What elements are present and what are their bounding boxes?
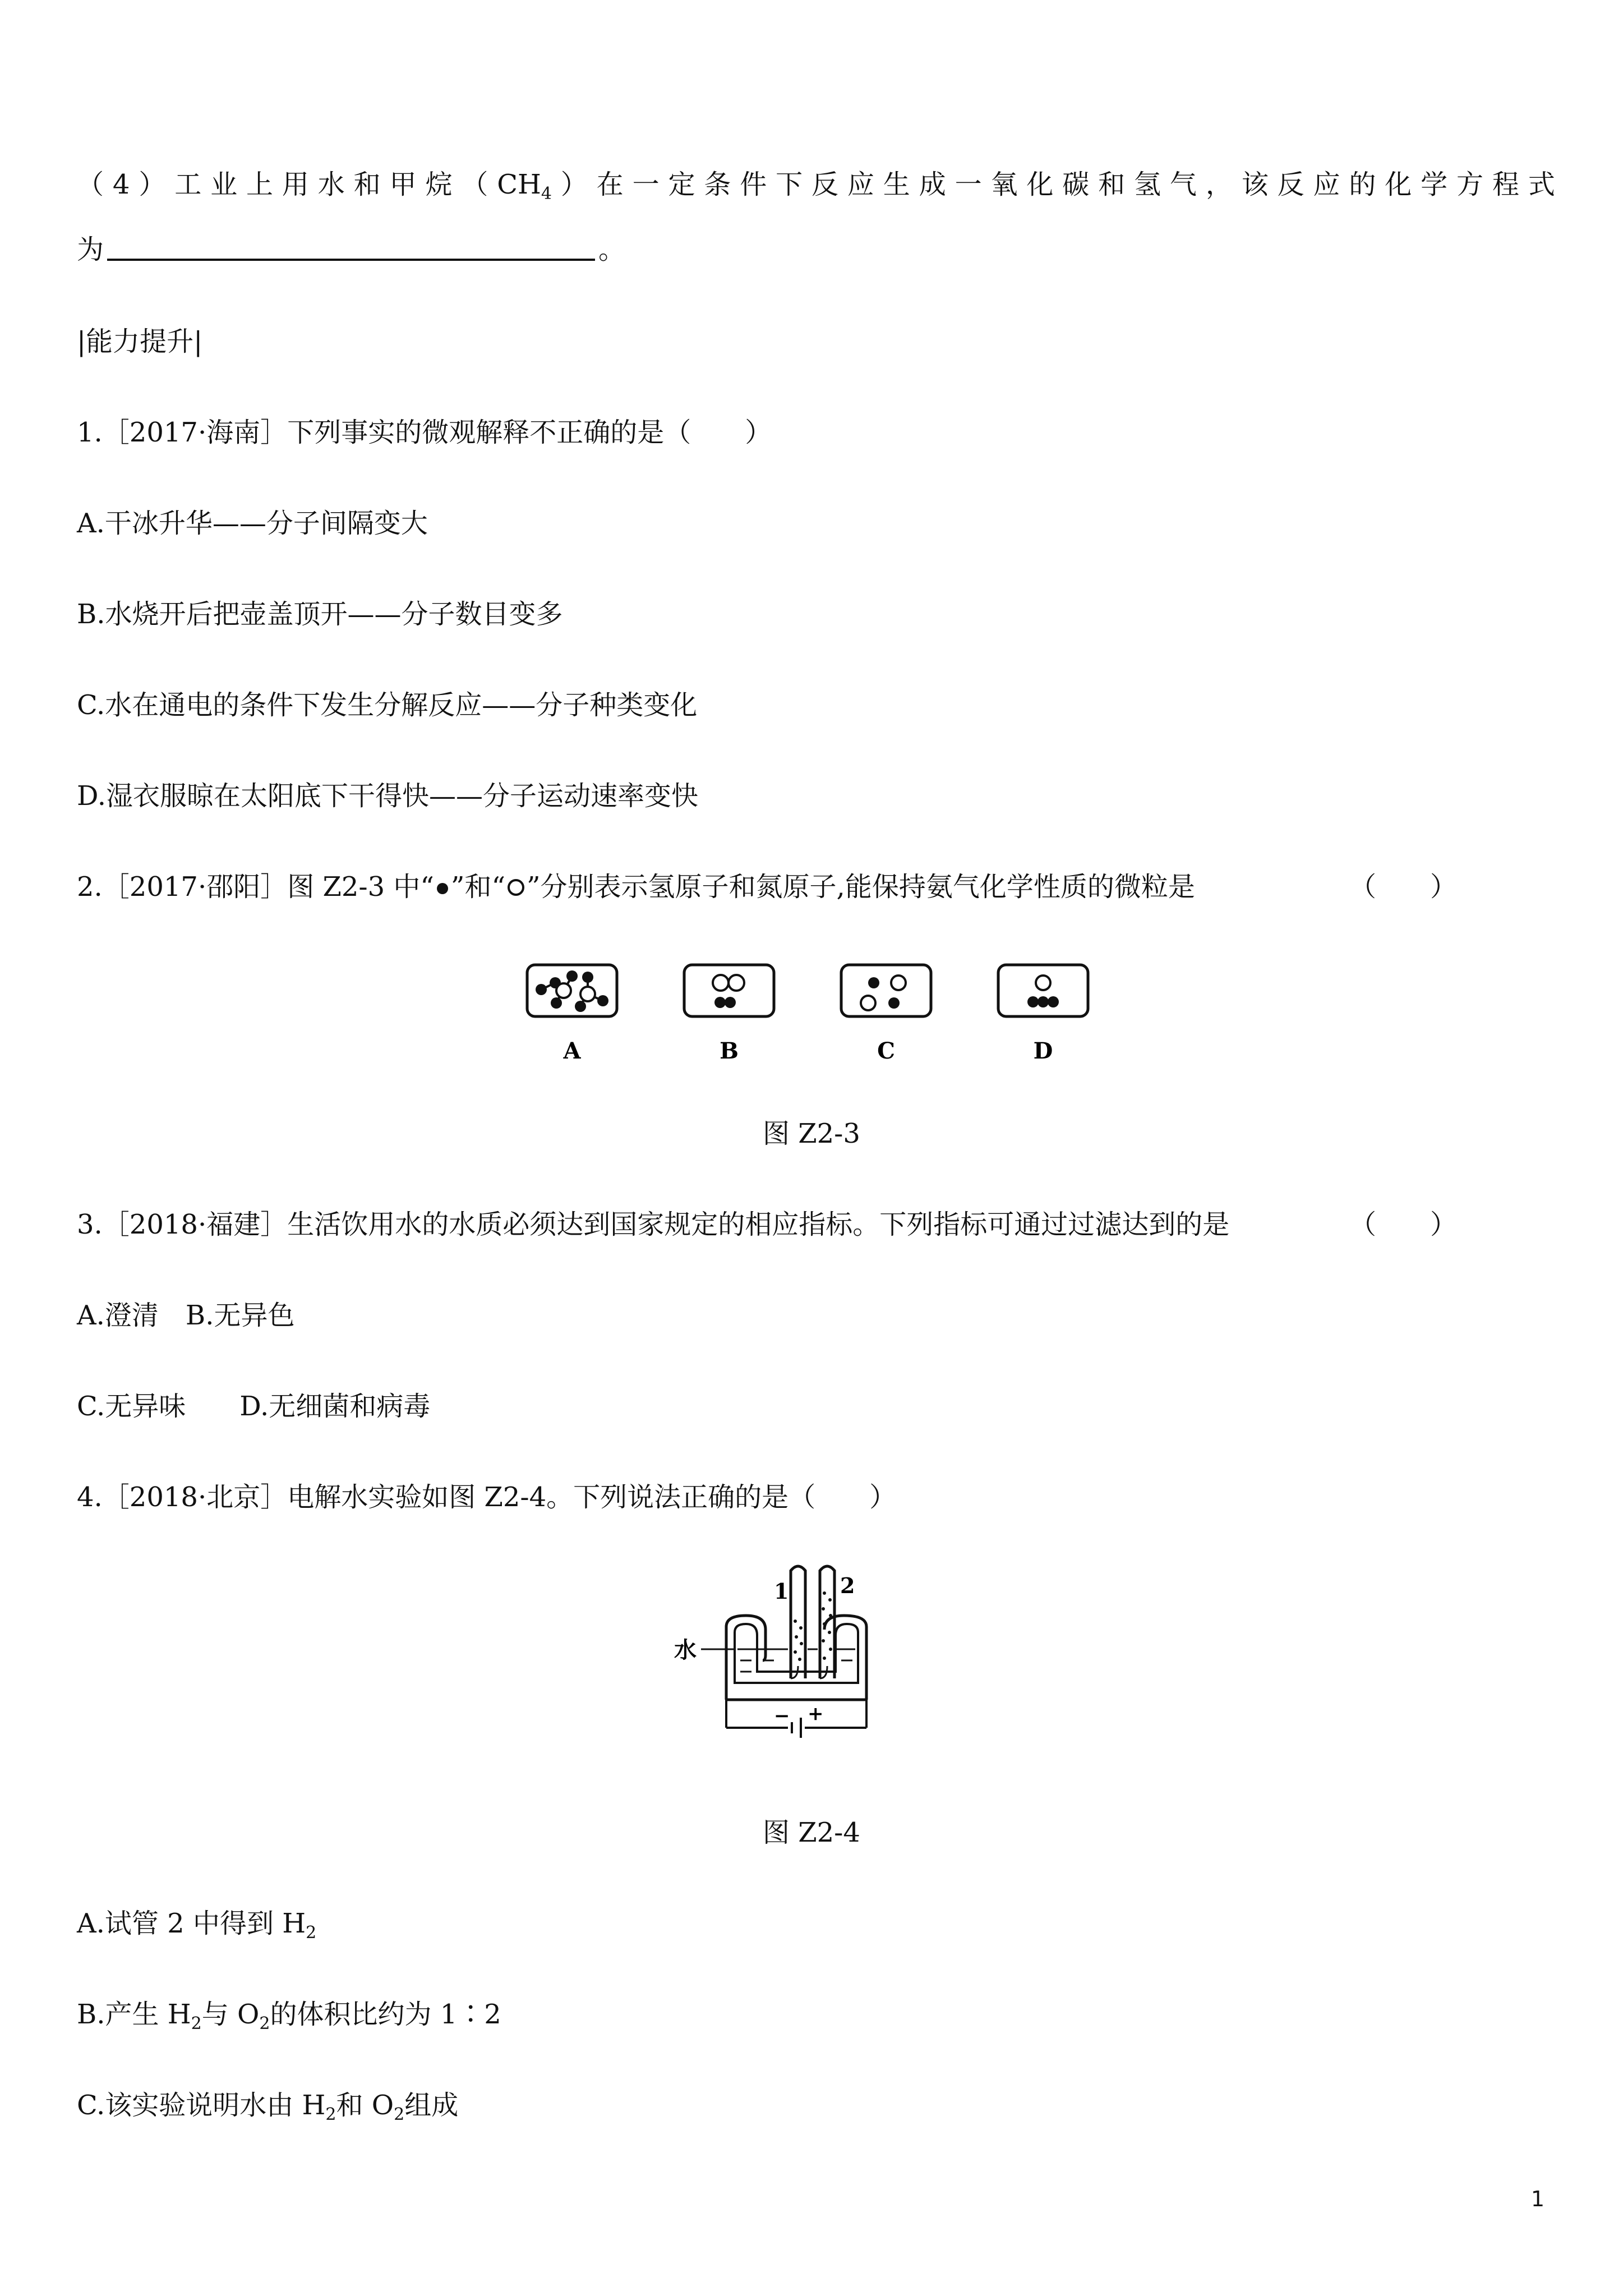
negative-terminal-label: − bbox=[774, 1705, 790, 1727]
part4-char: 工 bbox=[174, 169, 202, 200]
q4-option-b bbox=[77, 1997, 501, 2032]
part4-char: 条 bbox=[704, 169, 731, 200]
q1-stem: 1.［2017·海南］下列事实的微观解释不正确的是（ ） bbox=[77, 417, 772, 448]
part4-char: 和 bbox=[1098, 169, 1126, 200]
q4-option-b-t1: B.产生 H bbox=[77, 1999, 191, 2030]
q2-stem-part2: ”和“ bbox=[450, 871, 506, 903]
q4-option-b-t3: 的体积比约为 1∶2 bbox=[270, 1999, 501, 2030]
part4-char: 程 bbox=[1492, 169, 1519, 200]
part4-char: 业 bbox=[210, 169, 238, 200]
part4-char: 一 bbox=[955, 169, 982, 200]
answer-prefix: 为 bbox=[77, 234, 104, 265]
q4-option-c-t2: 和 O bbox=[336, 2090, 394, 2121]
part4-char: 化 bbox=[1026, 169, 1054, 200]
gas-bubbles bbox=[794, 1591, 832, 1661]
part4-char: 氢 bbox=[1134, 169, 1161, 200]
part4-char: 气 bbox=[1169, 169, 1197, 200]
q4-option-a-sub: 2 bbox=[306, 1923, 317, 1943]
q3-options-line2: C.无异味 D.无细菌和病毒 bbox=[77, 1391, 431, 1422]
q1-option-a: A.干冰升华——分子间隔变大 bbox=[77, 508, 428, 539]
tube-label-1: 1 bbox=[774, 1579, 789, 1604]
part4-char: 成 bbox=[919, 169, 946, 200]
q2-stem-part3: ”分别表示氢原子和氮原子,能保持氨气化学性质的微粒是 bbox=[527, 871, 1195, 903]
hollow-circle-icon bbox=[505, 877, 527, 898]
q4-option-c-t1: C.该实验说明水由 H bbox=[77, 2090, 326, 2121]
part4-char: 该 bbox=[1241, 169, 1269, 200]
part4-char: 件 bbox=[740, 169, 767, 200]
q1-option-b: B.水烧开后把壶盖顶开——分子数目变多 bbox=[77, 599, 563, 630]
part4-char: 用 bbox=[282, 169, 309, 200]
q4-option-b-t2: 与 O bbox=[201, 1999, 260, 2030]
part4-char: 学 bbox=[1421, 169, 1448, 200]
q4-option-a-text: A.试管 2 中得到 H bbox=[77, 1908, 306, 1939]
filled-dot-icon bbox=[434, 880, 451, 897]
q4-option-c-s1: 2 bbox=[325, 2105, 336, 2124]
section-title: |能力提升| bbox=[77, 326, 203, 357]
page-number: 1 bbox=[1530, 2187, 1544, 2211]
fig-label-a: A bbox=[563, 1038, 581, 1064]
q4-option-b-s1: 2 bbox=[191, 2014, 202, 2033]
part4-char: 定 bbox=[668, 169, 695, 200]
part4-char: 上 bbox=[246, 169, 273, 200]
positive-terminal-label: + bbox=[808, 1703, 824, 1725]
figure-z2-3 bbox=[522, 960, 1110, 1073]
part4-char: 方 bbox=[1456, 169, 1484, 200]
molecule-box-a bbox=[527, 965, 617, 1016]
q2-stem-part1: 2.［2017·邵阳］图 Z2-3 中“ bbox=[77, 871, 434, 903]
q1-option-d: D.湿衣服晾在太阳底下干得快——分子运动速率变快 bbox=[77, 780, 699, 812]
part4-subscript: 4 bbox=[541, 184, 552, 204]
part4-char: 反 bbox=[1277, 169, 1304, 200]
molecule-box-c bbox=[841, 965, 931, 1016]
molecule-box-b bbox=[684, 965, 774, 1016]
part4-char: ） bbox=[560, 169, 588, 200]
part4-char: ， bbox=[1205, 169, 1233, 200]
q4-option-c bbox=[77, 2088, 458, 2123]
q2-answer-bracket: （ ） bbox=[1349, 871, 1458, 903]
q4-option-c-t3: 组成 bbox=[404, 2090, 459, 2121]
part4-char: 式 bbox=[1528, 169, 1555, 200]
q3-options-line1: A.澄清 B.无异色 bbox=[77, 1300, 295, 1331]
q4-option-a bbox=[77, 1906, 316, 1941]
part4-char: 烷 bbox=[425, 169, 453, 200]
part4-char: 下 bbox=[776, 169, 803, 200]
part4-char: ） bbox=[139, 169, 166, 200]
part4-char: 甲 bbox=[389, 169, 417, 200]
figure-z2-4-caption: 图 Z2-4 bbox=[763, 1817, 860, 1848]
water-label: 水 bbox=[674, 1637, 697, 1663]
q1-option-c: C.水在通电的条件下发生分解反应——分子种类变化 bbox=[77, 689, 698, 721]
part4-char: 和 bbox=[353, 169, 381, 200]
fig-label-b: B bbox=[720, 1038, 739, 1064]
fig-label-d: D bbox=[1033, 1038, 1053, 1064]
part4-char: 生 bbox=[883, 169, 910, 200]
part4-char: 氧 bbox=[990, 169, 1018, 200]
q4-stem: 4.［2018·北京］电解水实验如图 Z2-4。下列说法正确的是（ ） bbox=[77, 1481, 897, 1513]
figure-z2-3-caption: 图 Z2-3 bbox=[763, 1118, 860, 1149]
part4-char: （ bbox=[461, 169, 488, 200]
tube-label-2: 2 bbox=[840, 1573, 855, 1598]
part4-char: 化 bbox=[1385, 169, 1412, 200]
part4-char: （ bbox=[77, 169, 104, 200]
part4-char: 在 bbox=[596, 169, 624, 200]
part4-char: 一 bbox=[632, 169, 660, 200]
q4-option-c-s2: 2 bbox=[394, 2105, 405, 2124]
answer-suffix: 。 bbox=[598, 234, 626, 265]
q4-option-b-s2: 2 bbox=[259, 2014, 270, 2033]
q-prev-part4-line2 bbox=[77, 232, 625, 267]
part4-char: 的 bbox=[1349, 169, 1376, 200]
q3-answer-bracket: （ ） bbox=[1349, 1209, 1458, 1240]
q3-stem: 3.［2018·福建］生活饮用水的水质必须达到国家规定的相应指标。下列指标可通过过滤达到的是 bbox=[77, 1209, 1230, 1240]
molecule-box-d bbox=[998, 965, 1088, 1016]
part4-char: 反 bbox=[811, 169, 839, 200]
q-prev-part4-line1 bbox=[77, 167, 1555, 202]
answer-blank bbox=[107, 236, 595, 261]
part4-char: $CH_4$ bbox=[497, 169, 552, 204]
fig-label-c: C bbox=[877, 1038, 895, 1064]
battery-icon bbox=[788, 1718, 805, 1738]
q2-stem bbox=[77, 869, 1195, 904]
part4-char: 应 bbox=[1313, 169, 1340, 200]
part4-char: 应 bbox=[847, 169, 874, 200]
figure-z2-4 bbox=[673, 1559, 953, 1761]
part4-char: 碳 bbox=[1062, 169, 1090, 200]
part4-char: 水 bbox=[317, 169, 345, 200]
part4-char: 4 bbox=[112, 169, 130, 200]
